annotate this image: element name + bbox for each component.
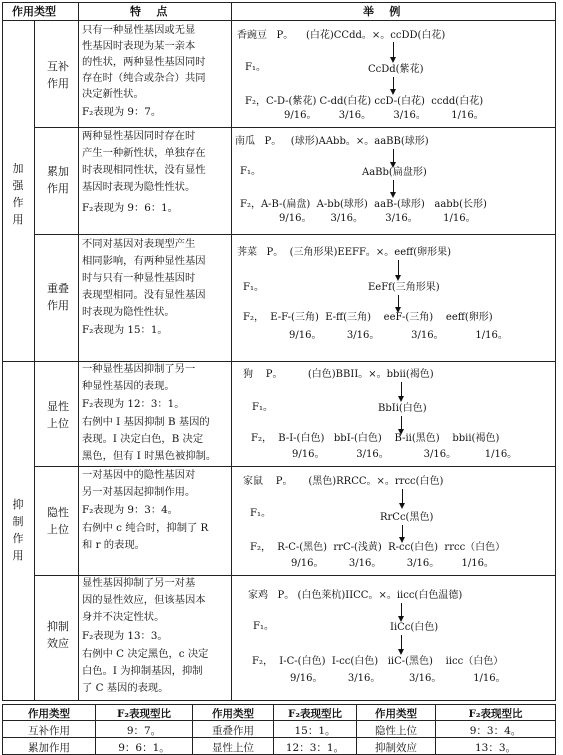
row-name: 抑制效应 [47,620,69,650]
feature-line: 两种显性基因同时存在时 [82,130,196,142]
summary-value: 12：3：1。 [285,742,345,754]
example-f2-line: F₂， B-I-(白色) bbI-(白色) B-ii(黑色) bbii(褐色) [251,433,500,444]
feature-line: F₂表现为 9：6：1。 [82,202,178,214]
cross-arrow [393,180,394,193]
example-ratio-line: 9/16。 3/16。 3/16。 1/16。 [290,673,506,684]
feature-line: 显性基因抑制了另一对基 [82,577,196,589]
header-type: 作用类型 [12,5,56,18]
example-f2-line: F₂， E-F-(三角) E-ff(三角) eeF-(三角) eeff(卵形) [243,312,493,323]
feature-line: 右例中 c 纯合时，抑制了 R [82,522,209,534]
example-f2-line: F₂，C-D-(紫花) C-dd(白花) ccD-(白花) ccdd(白花) [245,96,484,107]
example-p-line: 家鼠 P。 (黑色)RRCC。×。rrcc(白色) [243,476,444,487]
header-feature: 特 点 [130,5,168,18]
cross-arrow [401,635,402,650]
feature-line: 时与只有一种显性基因时 [82,272,196,284]
summary-header-ratio: F₂表现型比 [287,708,343,720]
example-f1-label: F₁。 [252,402,273,413]
feature-line: 了 C 基因的表现。 [82,682,169,694]
row-name: 显性上位 [47,400,69,430]
cross-arrow [401,382,402,397]
summary-header-type: 作用类型 [375,708,417,720]
feature-line: 相同影响，有两种显性基因 [82,255,206,267]
example-f1-label: F₁。 [243,282,264,293]
cross-arrow [401,416,402,430]
summary-value: 13：3。 [474,742,517,754]
example-p-line: 香豌豆 P。 (白花)CCdd。×。ccDD(白花) [237,30,446,41]
feature-line: 决定新性状。 [82,88,144,100]
feature-line: 产生一种新性状，单独存在 [82,147,206,159]
summary-value: 重叠作用 [212,725,254,737]
feature-line: F₂表现为 13：3。 [82,630,168,642]
example-f1-label: F₁。 [245,62,266,73]
feature-line: 白色。I 为抑制基因，抑制 [82,665,203,677]
summary-header-type: 作用类型 [212,708,254,720]
feature-line: 的性状，两种显性基因同时 [82,56,206,68]
feature-line: 种显性基因的表现。 [82,380,175,392]
feature-line: 右例中 C 决定黑色，c 决定 [82,648,209,660]
example-f1: BbIi(白色) [378,403,427,414]
feature-line: 和 r 的表现。 [82,539,145,551]
feature-line: 只有一种显性基因或无显 [82,24,196,36]
summary-value: 显性上位 [212,742,254,754]
example-ratio-line: 9/16。 3/16。 3/16。 1/16。 [284,110,484,121]
feature-line: 一种显性基因抑制了另一 [82,363,196,375]
summary-header-ratio: F₂表现型比 [468,708,523,720]
row-name: 累加作用 [47,165,69,195]
example-f1: RrCc(黑色) [380,512,434,523]
example-f2-line: F₂，A-B-(扁盘) A-bb(球形) aaB-(球形) aabb(长形) [240,199,487,210]
summary-value: 9：7。 [126,725,162,737]
header-example: 举 例 [363,5,401,18]
cross-arrow [398,260,399,276]
feature-line: 一对基因中的隐性基因对 [82,469,196,481]
example-f1-label: F₁。 [253,621,274,632]
summary-value: 9：3：4。 [469,725,522,737]
feature-line: 表现。I 决定白色，B 决定 [82,433,204,445]
example-f1: CcDd(紫花) [368,64,424,75]
summary-value: 互补作用 [28,725,70,737]
summary-value: 抑制效应 [375,742,417,754]
feature-line: F₂表现为 12：3：1。 [82,398,185,410]
cross-arrow [393,42,394,58]
example-f2-line: F₂， I-C-(白色) I-cc(白色) iiC-(黑色) iicc（白色） [252,656,504,667]
feature-line: 时表现为隐性性状。 [82,306,175,318]
feature-line: 不同对基因对表现型产生 [82,238,196,250]
summary-value: 9：6：1。 [118,742,170,754]
feature-line: 因的显性效应，但该基因本 [82,594,206,606]
cross-arrow [402,525,403,538]
example-f1-label: F₁。 [250,508,271,519]
feature-line: 表现型相同。没有显性基因 [82,289,206,301]
example-ratio-line: 9/16。 3/16。 3/16。 1/16。 [291,558,494,569]
summary-value: 15：1。 [294,725,336,737]
example-f1: AaBb(扁盘形) [362,167,427,178]
group-label-enhance: 加强作用 [12,162,24,226]
summary-header-type: 作用类型 [28,708,70,720]
cross-arrow [393,149,394,163]
example-p-line: 狗 P。 (白色)BBII。×。bbii(褐色) [243,369,434,380]
feature-line: F₂表现为 9：3：4。 [82,504,178,516]
cross-arrow [402,489,403,504]
example-p-line: 荠菜 P。 (三角形果)EEFF。×。eeff(卵形果) [237,247,452,258]
row-name: 互补作用 [47,60,69,90]
summary-value: 累加作用 [28,742,70,754]
feature-line: 身并不决定性状。 [82,611,165,623]
feature-line: 存在时（纯合或杂合）共同 [82,72,206,84]
example-p-line: 南瓜 P。 (球形)AAbb。×。aaBB(球形) [235,136,429,147]
feature-line: 右例中 I 基因抑制 B 基因的 [82,416,210,428]
example-ratio-line: 9/16。 3/16。 3/16。 1/16。 [292,449,518,460]
example-f2-line: F₂， R-C-(黑色) rrC-(浅黄) R-cc(白色) rrcc（白色） [250,542,506,553]
summary-header-ratio: F₂表现型比 [116,708,172,720]
row-name: 重叠作用 [47,282,69,312]
feature-line: 性基因时表现为某一亲本 [82,40,196,52]
example-f1: EeFf(三角形果) [368,282,440,293]
feature-line: 时表现相同性状，没有显性 [82,164,206,176]
example-f1-label: F₁。 [240,166,261,177]
cross-arrow [393,77,394,90]
example-f1: IiCc(白色) [390,622,439,633]
feature-line: 黑色，但有 I 时黑色被抑制。 [82,450,217,462]
cross-arrow [398,295,399,308]
example-p-line: 家鸡 P。 (白色莱杭)IICC。×。iicc(白色温德) [248,590,463,601]
feature-line: F₂表现为 15：1。 [82,324,168,336]
row-name: 隐性上位 [47,506,69,536]
example-ratio-line: 9/16。 3/16。 3/16。 1/16。 [279,213,476,224]
example-ratio-line: 9/16。 3/16。 3/16。 1/16。 [289,330,508,341]
cross-arrow [401,603,402,617]
feature-line: 另一对基因起抑制作用。 [82,486,196,498]
summary-value: 隐性上位 [375,725,417,737]
feature-line: 基因时表现为隐性性状。 [82,181,196,193]
group-label-suppress: 抑制作用 [12,498,24,562]
feature-line: F₂表现为 9：7。 [82,106,162,118]
